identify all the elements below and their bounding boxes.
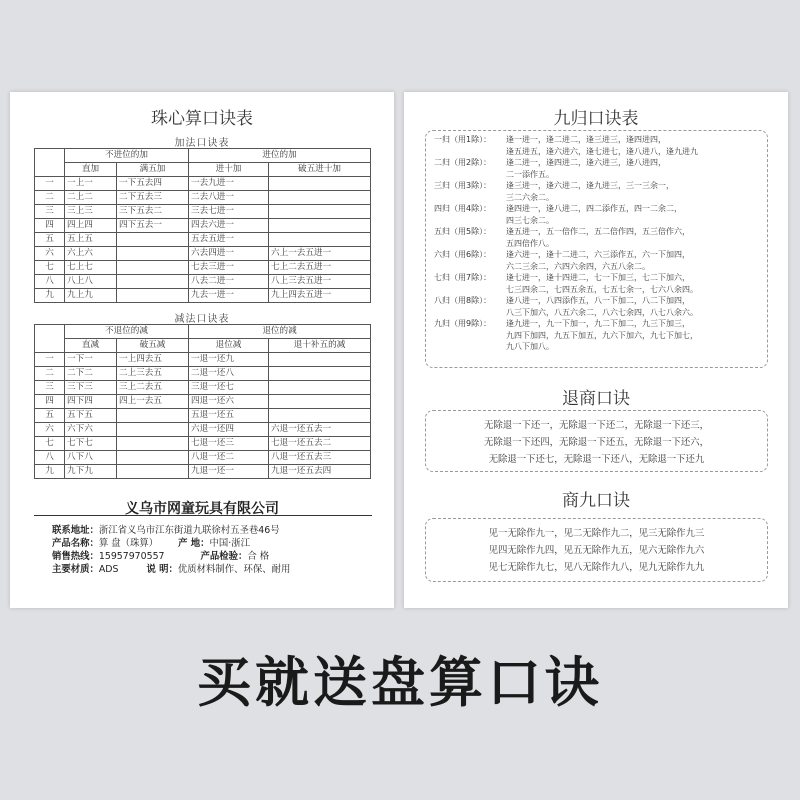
table-cell: 三去七进一 [189,205,269,219]
table-row [35,465,371,479]
table-cell: 八去二进一 [189,275,269,289]
info-material: 主要材质：ADS 说 明：优质材料制作、环保、耐用 [52,564,291,575]
table-cell [117,465,189,479]
table-cell [117,233,189,247]
table-header-row [35,339,371,353]
table-cell: 九 [35,289,65,303]
table-cell: 一上一 [65,177,117,191]
table-cell: 五上五 [65,233,117,247]
company-name: 义乌市网童玩具有限公司 [125,501,279,517]
table-cell: 三下三 [65,381,117,395]
table-cell: 九 [35,465,65,479]
table-cell: 九去一进一 [189,289,269,303]
table-cell: 一下五去四 [117,177,189,191]
table-row [35,289,371,303]
table-cell: 六退一还四 [189,423,269,437]
table-cell: 六 [35,423,65,437]
table-cell: 九退一还五去四 [269,465,371,479]
tuishang-rules-box [425,410,768,472]
table-cell: 三上三 [65,205,117,219]
table-cell [117,451,189,465]
addition-table-title: 加法口诀表 [174,138,230,149]
table-cell: 二上三去五 [117,367,189,381]
table-row [35,177,371,191]
table-cell: 一去九进一 [189,177,269,191]
jiugui-rule-line: 八三下加六，八五六余二，八六七余四，八七八余六。 [506,307,698,317]
jiugui-rule-line: 三二六余二。 [506,192,554,202]
info-hotline: 销售热线：15957970557 产品检验：合 格 [52,551,270,562]
table-cell: 四 [35,219,65,233]
table-cell: 六上一去五进一 [269,247,371,261]
table-cell [117,437,189,451]
table-cell: 七 [35,261,65,275]
table-cell [269,233,371,247]
table-cell: 九下九 [65,465,117,479]
jiugui-rule-line: 五四倍作八。 [506,238,554,248]
jiugui-rule-line: 逢八进一，八四添作五，八一下加二，八二下加四， [506,296,690,305]
table-cell: 六退一还五去一 [269,423,371,437]
jiugui-label: 三归（用3除）： [434,181,492,190]
table-cell: 七下七 [65,437,117,451]
jiugui-label: 七归（用7除）： [434,273,492,282]
table-cell: 八 [35,451,65,465]
table-row [35,219,371,233]
table-cell: 八下八 [65,451,117,465]
table-row [35,261,371,275]
header-corner [35,149,65,177]
table-cell: 七上二去五进一 [269,261,371,275]
table-cell [117,275,189,289]
table-header-row [35,149,371,163]
column-header: 进十加 [189,163,269,177]
tuishang-rule-line: 无除退一下还七，无除退一下还八，无除退一下还九 [488,454,705,465]
jiugui-label: 四归（用4除）： [434,204,492,213]
table-header-row [35,163,371,177]
table-cell [117,247,189,261]
jiugui-rule-line: 逢三进一，逢六进二，逢九进三，三一三余一， [506,181,674,190]
left-sheet-title: 珠心算口诀表 [151,109,253,129]
jiugui-rule-line: 逢五进一，五一倍作二，五二倍作四，五三倍作六， [506,227,690,236]
table-row [35,247,371,261]
addition-table [34,148,371,303]
table-cell: 五 [35,409,65,423]
table-cell: 六上六 [65,247,117,261]
shangjiu-title: 商九口诀 [562,491,630,511]
table-row [35,191,371,205]
table-cell: 一 [35,353,65,367]
table-row [35,233,371,247]
jiugui-rule-line: 二一添作五。 [506,169,554,179]
jiugui-rule-line: 九四下加四，九五下加五，九六下加六，九七下加七， [506,330,698,340]
jiugui-rule-line: 逢五进五，逢六进六，逢七进七，逢八进八，逢九进九 [506,146,698,156]
table-row [35,423,371,437]
shangjiu-rule-line: 见一无除作九一，见二无除作九二，见三无除作九三 [488,528,705,539]
jiugui-rule-line: 逢二进一，逢四进二，逢六进三，逢八进四， [506,158,666,167]
table-cell: 四去六进一 [189,219,269,233]
company-divider [34,515,372,516]
tuishang-title: 退商口诀 [562,389,630,409]
table-cell: 九上九 [65,289,117,303]
header-group: 不退位的减 [65,325,189,339]
column-header: 破五减 [117,339,189,353]
table-cell: 三 [35,205,65,219]
jiugui-rule-line: 逢一进一，逢二进二，逢三进三，逢四进四， [506,135,666,144]
table-cell: 七上七 [65,261,117,275]
table-cell: 五去五进一 [189,233,269,247]
header-group: 不进位的加 [65,149,189,163]
table-cell: 二上二 [65,191,117,205]
shangjiu-rule-line: 见四无除作九四，见五无除作九五，见六无除作九六 [488,545,705,556]
table-cell: 一退一还九 [189,353,269,367]
table-cell: 九上四去五进一 [269,289,371,303]
table-cell: 五退一还五 [189,409,269,423]
shangjiu-rules-box [425,518,768,582]
jiugui-label: 一归（用1除）： [434,135,492,144]
table-cell: 八退一还二 [189,451,269,465]
table-cell: 一上四去五 [117,353,189,367]
table-cell [117,261,189,275]
table-cell: 四 [35,395,65,409]
info-product: 产品名称：算 盘（珠算） 产 地：中国·浙江 [52,538,250,549]
tuishang-rule-line: 无除退一下还一，无除退一下还二，无除退一下还三， [483,420,709,431]
promo-headline: 买就送盘算口诀 [197,651,603,714]
table-cell [269,381,371,395]
table-row [35,205,371,219]
table-cell [269,367,371,381]
table-row [35,367,371,381]
table-cell: 七退一还三 [189,437,269,451]
column-header: 直减 [65,339,117,353]
table-cell [269,191,371,205]
table-cell: 二去八进一 [189,191,269,205]
table-row [35,395,371,409]
column-header: 退位减 [189,339,269,353]
header-group: 进位的加 [189,149,371,163]
jiugui-rule-line: 逢四进一，逢八进二，四二添作五，四一二余二， [506,204,682,213]
jiugui-rule-line: 七三四余二，七四五余五，七五七余一，七六八余四。 [506,284,698,294]
table-cell [269,395,371,409]
jiugui-label: 二归（用2除）： [434,158,492,167]
table-cell: 二 [35,367,65,381]
right-sheet-title: 九归口诀表 [553,109,639,129]
table-cell [269,219,371,233]
column-header: 满五加 [117,163,189,177]
info-address: 联系地址：浙江省义乌市江东街道九联徐村五圣巷46号 [52,525,280,536]
table-cell: 七 [35,437,65,451]
table-row [35,409,371,423]
table-cell: 六去四进一 [189,247,269,261]
table-cell: 二下五去三 [117,191,189,205]
jiugui-label: 九归（用9除）： [434,319,492,328]
table-cell: 八上三去五进一 [269,275,371,289]
table-cell: 三上二去五 [117,381,189,395]
subtraction-table-title: 减法口诀表 [174,314,230,325]
jiugui-label: 六归（用6除）： [434,250,492,259]
table-cell: 六 [35,247,65,261]
table-cell [269,409,371,423]
left-sheet-abacus-table [10,92,394,608]
jiugui-rule-line: 逢六进一，逢十二进二，六三添作五，六一下加四， [506,250,690,259]
table-cell: 八上八 [65,275,117,289]
jiugui-rule-line: 六二三余二，六四六余四，六五八余二。 [506,261,650,271]
table-cell: 六下六 [65,423,117,437]
table-cell: 一下一 [65,353,117,367]
jiugui-label: 五归（用5除）： [434,227,492,236]
table-cell: 五下五 [65,409,117,423]
table-cell: 四上四 [65,219,117,233]
column-header: 退十补五的减 [269,339,371,353]
table-cell: 二 [35,191,65,205]
subtraction-table [34,324,371,479]
table-cell: 四上一去五 [117,395,189,409]
table-cell: 三退一还七 [189,381,269,395]
jiugui-rule-line: 逢七进一，逢十四进二，七一下加三，七二下加六， [506,273,690,282]
jiugui-rules-box [425,130,768,368]
table-cell [117,423,189,437]
table-cell: 三下五去二 [117,205,189,219]
table-row [35,275,371,289]
jiugui-label: 八归（用8除）： [434,296,492,305]
table-cell: 七退一还五去二 [269,437,371,451]
table-header-row [35,325,371,339]
table-row [35,353,371,367]
table-row [35,451,371,465]
table-cell: 八 [35,275,65,289]
table-cell: 五 [35,233,65,247]
table-cell: 二退一还八 [189,367,269,381]
table-cell: 九退一还一 [189,465,269,479]
table-cell: 四下五去一 [117,219,189,233]
column-header: 直加 [65,163,117,177]
table-cell: 八退一还五去三 [269,451,371,465]
table-cell: 四退一还六 [189,395,269,409]
column-header: 破五进十加 [269,163,371,177]
table-cell [269,177,371,191]
table-cell: 七去三进一 [189,261,269,275]
table-cell [117,409,189,423]
tuishang-rule-line: 无除退一下还四，无除退一下还五，无除退一下还六， [483,437,709,448]
table-cell [117,289,189,303]
table-row [35,381,371,395]
shangjiu-rule-line: 见七无除作九七，见八无除作九八，见九无除作九九 [488,562,705,573]
table-cell: 一 [35,177,65,191]
table-row [35,437,371,451]
header-corner [35,325,65,353]
jiugui-rule-line: 九八下加八。 [506,342,554,351]
right-sheet-division-rules [404,92,788,608]
table-cell: 三 [35,381,65,395]
header-group: 退位的减 [189,325,371,339]
jiugui-rule-line: 四三七余二。 [506,215,554,225]
table-cell [269,353,371,367]
jiugui-rule-line: 逢九进一，九一下加一，九二下加二，九三下加三， [506,319,690,328]
table-cell [269,205,371,219]
table-cell: 二下二 [65,367,117,381]
table-cell: 四下四 [65,395,117,409]
